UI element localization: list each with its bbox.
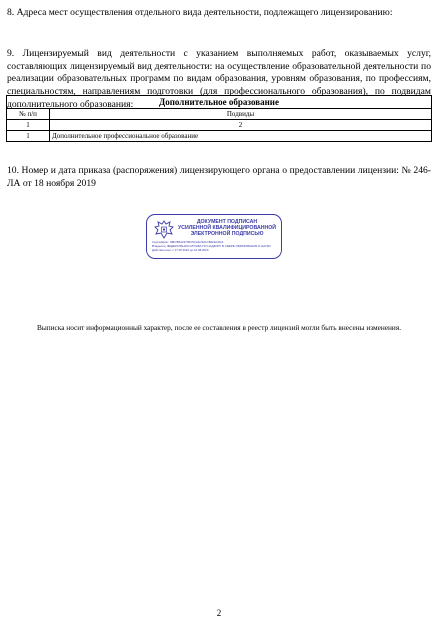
header-number: № п/п bbox=[7, 109, 50, 120]
disclaimer-note: Выписка носит информационный характер, после ее составления в реестр лицензий могли быть внесены изменения. bbox=[36, 323, 402, 332]
stamp-title-line: ЭЛЕКТРОННОЙ ПОДПИСЬЮ bbox=[190, 231, 264, 237]
stamp-validity: Действителен: с 17.05.2022 до 10.08.2023 bbox=[152, 248, 209, 252]
stamp-title bbox=[177, 219, 277, 237]
index-cell-1: 1 bbox=[7, 120, 50, 131]
coat-of-arms-icon bbox=[153, 219, 175, 240]
additional-education-table bbox=[6, 95, 432, 142]
electronic-signature-stamp bbox=[146, 214, 282, 259]
section-8-text: 8. Адреса мест осуществления отдельного вида деятельности, подлежащего лицензированию: bbox=[7, 7, 393, 18]
row-subtype: Дополнительное профессиональное образование bbox=[50, 131, 432, 142]
stamp-owner: Владелец: ФЕДЕРАЛЬНАЯ СЛУЖБА ПО НАДЗОРУ В СФЕРЕ ОБРАЗОВАНИЯ И НАУКИ bbox=[152, 244, 271, 248]
table-header-row bbox=[7, 109, 432, 120]
section-9-text: 9. Лицензируемый вид деятельности с указанием выполняемых работ, оказываемых услуг, составляющих лицензируемый вид деятельности: на осуществление образовательной деятельности по реализации образовательных программ по видам образования, уровням образования, по профессиям, специальностям, направлениям подготовки (для профессионального образования), по подвидам дополнительного образования: bbox=[7, 48, 431, 110]
page-number: 2 bbox=[216, 608, 222, 618]
table-index-row bbox=[7, 120, 432, 131]
table-caption: Дополнительное образование bbox=[7, 96, 432, 109]
stamp-certificate-info bbox=[152, 240, 278, 252]
stamp-certificate: Сертификат: 0BF2B9123700C5CA4C9A1CB2FEC9C4 bbox=[152, 240, 224, 244]
index-cell-2: 2 bbox=[50, 120, 432, 131]
header-subtypes: Подвиды bbox=[50, 109, 432, 120]
stamp-title-line: УСИЛЕННОЙ КВАЛИФИЦИРОВАННОЙ bbox=[178, 225, 276, 231]
section-10-text: 10. Номер и дата приказа (распоряжения) лицензирующего органа о предоставлении лицензии: № 246-ЛА от 18 ноября 2019 bbox=[7, 165, 431, 189]
table-caption-row bbox=[7, 96, 432, 109]
table-row bbox=[7, 131, 432, 142]
row-number: 1 bbox=[7, 131, 50, 142]
stamp-title-line: ДОКУМЕНТ ПОДПИСАН bbox=[196, 219, 258, 225]
